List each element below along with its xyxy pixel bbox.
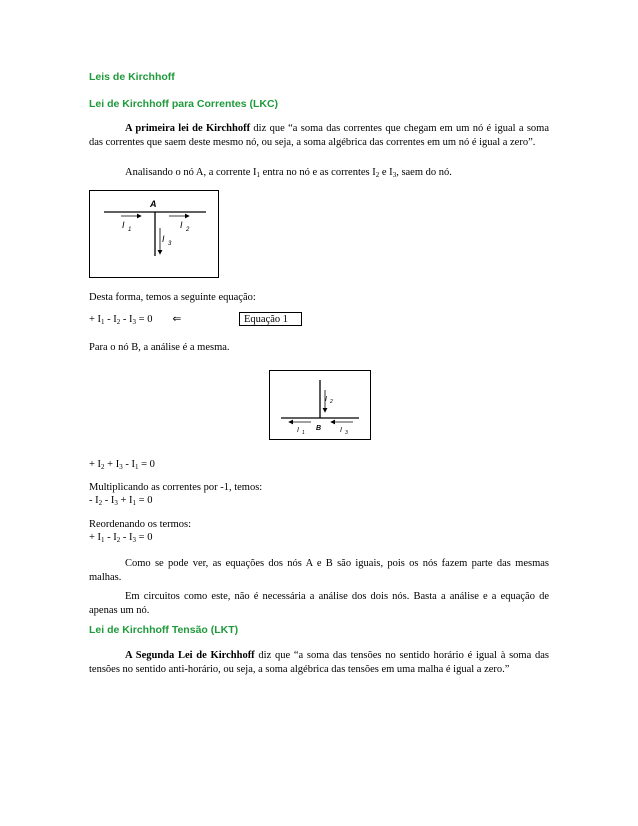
analysis-text-2: entra no nó e as correntes I [260, 167, 376, 178]
eq-part: - I [104, 532, 117, 543]
fig2-i1-label: I [297, 427, 299, 434]
analysis-text-4: , saem do nó. [396, 167, 452, 178]
fig2-i3-sub: 3 [345, 430, 348, 436]
eq1-sub: 2 [116, 318, 121, 326]
analysis-text-3: e I [379, 167, 393, 178]
fig1-i3-sub: 3 [168, 241, 172, 247]
eq-sub: 3 [114, 499, 118, 507]
node-a-diagram [89, 190, 219, 278]
node-a-analysis [89, 166, 549, 183]
fig1-i1-label: I [122, 220, 125, 230]
fig2-i3-label: I [340, 427, 342, 434]
eq-part: = 0 [136, 532, 153, 543]
eq-sub: 1 [101, 536, 105, 544]
analysis-text-1: Analisando o nó A, a corrente I [125, 167, 257, 178]
lkt-intro-text: diz que “a soma das tensões no sentido horário é igual à soma das tensões no sentido anti-horário, ou seja, a soma algébrica das tensões em uma malha é igual a zero.” [89, 650, 549, 675]
eq1-sub: 3 [132, 318, 137, 326]
lkt-intro-paragraph [89, 649, 549, 676]
lkc-intro-paragraph [89, 122, 549, 149]
equation-1-label-box: Equação 1 [239, 312, 302, 326]
fig2-i1-sub: 1 [302, 430, 305, 436]
eq-part: = 0 [136, 495, 153, 506]
eq1-sub: 1 [101, 318, 105, 326]
eq-part: - I [122, 459, 135, 470]
eq1-part: = 0 [136, 314, 153, 325]
fig2-i2-sub: 2 [330, 399, 333, 405]
section-heading-lkc: Lei de Kirchhoff para Correntes (LKC) [89, 98, 279, 110]
eq-part: - I [89, 495, 99, 506]
lkt-intro-bold: A Segunda Lei de Kirchhoff [125, 650, 255, 661]
fig1-i3-label: I [162, 234, 165, 244]
node-a-label: A [150, 199, 157, 209]
eq1-part: + I [89, 314, 102, 325]
eq-part: + I [104, 459, 120, 470]
equation-3 [89, 494, 152, 510]
eq-part: + I [117, 495, 133, 506]
analysis-sub-1: 1 [256, 171, 261, 179]
fig1-i1-sub: 1 [128, 227, 132, 233]
eq-sub: 1 [134, 463, 139, 471]
node-b-label: B [316, 425, 322, 432]
eq-sub: 1 [132, 499, 137, 507]
eq1-part: - I [120, 314, 133, 325]
eq-sub: 3 [132, 536, 137, 544]
node-b-text: Para o nó B, a análise é a mesma. [89, 342, 230, 353]
fig1-i2-sub: 2 [186, 227, 190, 233]
eq1-part: - I [104, 314, 117, 325]
eq-part: - I [102, 495, 115, 506]
node-b-diagram [269, 370, 371, 440]
fig2-i2-label: I [325, 396, 327, 403]
eq-part: + I [89, 532, 102, 543]
em-circuitos-paragraph: Em circuitos como este, não é necessária a análise dos dois nós. Basta a análise e a equação de apenas um nó. [89, 591, 549, 616]
eq-sub: 2 [101, 463, 105, 471]
fig1-i2-label: I [180, 220, 183, 230]
analysis-sub-3: 3 [392, 171, 397, 179]
section-heading-lkt: Lei de Kirchhoff Tensão (LKT) [89, 624, 239, 636]
document-title: Leis de Kirchhoff [89, 71, 175, 83]
equation-1 [89, 313, 181, 329]
multiplicando-text: Multiplicando as correntes por -1, temos: [89, 482, 263, 493]
eq-sub: 2 [116, 536, 121, 544]
equation-4 [89, 531, 152, 547]
eq-part: + I [89, 459, 102, 470]
analysis-sub-2: 2 [375, 171, 380, 179]
reordenando-text: Reordenando os termos: [89, 519, 192, 530]
eq-part: = 0 [138, 459, 155, 470]
equation-2 [89, 458, 155, 474]
lkc-intro-bold: A primeira lei de Kirchhoff [125, 123, 251, 134]
eq-sub: 2 [98, 499, 103, 507]
lkc-intro-text: diz que “a soma das correntes que chegam em um nó é igual a soma das correntes que saem deste mesmo nó, ou seja, a soma algébrica das correntes em um nó é igual a zero”. [89, 123, 549, 148]
eq-part: - I [120, 532, 133, 543]
left-arrow-icon: ⇐ [172, 314, 182, 325]
desta-forma-text: Desta forma, temos a seguinte equação: [89, 292, 256, 303]
como-se-pode-paragraph: Como se pode ver, as equações dos nós A e B são iguais, pois os nós fazem parte das mesmas malhas. [89, 558, 549, 583]
eq-sub: 3 [119, 463, 123, 471]
